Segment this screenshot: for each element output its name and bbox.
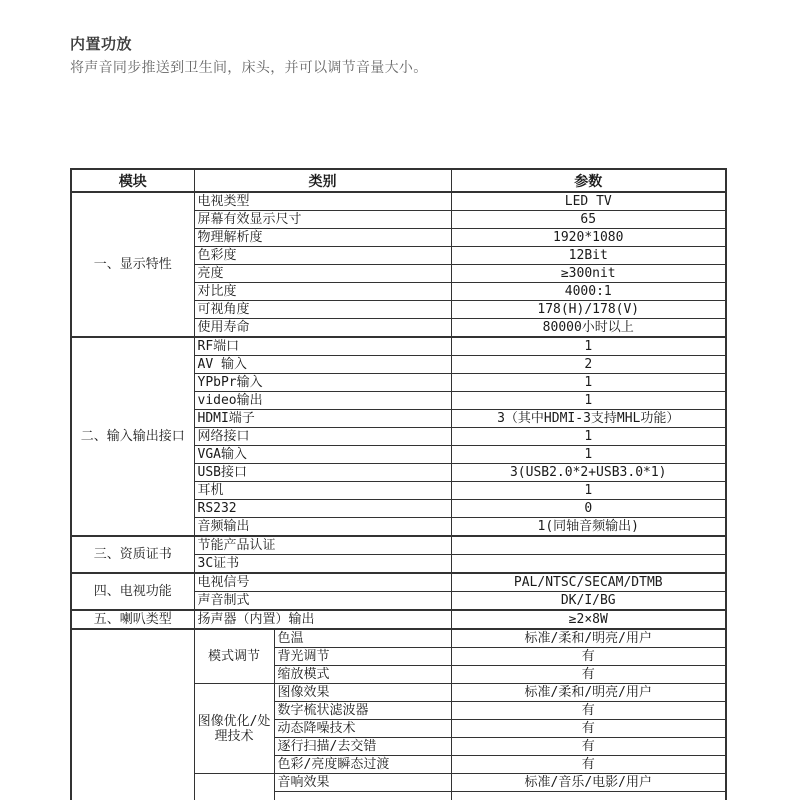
param-cell: 178(H)/178(V) (451, 301, 726, 319)
param-cell: 0 (451, 500, 726, 518)
param-cell: 4000:1 (451, 283, 726, 301)
module-cell: 一、显示特性 (71, 192, 194, 337)
category-cell: 缩放模式 (274, 666, 451, 684)
subcategory-cell (194, 774, 274, 800)
param-cell: 1 (451, 392, 726, 410)
category-cell (274, 792, 451, 800)
category-cell: 动态降噪技术 (274, 720, 451, 738)
table-row (71, 536, 726, 555)
category-cell: 物理解析度 (194, 229, 451, 247)
category-cell: 声音制式 (194, 592, 451, 611)
category-cell: 3C证书 (194, 555, 451, 574)
category-cell: VGA输入 (194, 446, 451, 464)
category-cell: 使用寿命 (194, 319, 451, 338)
category-cell: 数字梳状滤波器 (274, 702, 451, 720)
page-description: 将声音同步推送到卫生间，床头，并可以调节音量大小。 (70, 59, 428, 75)
param-cell: 1 (451, 446, 726, 464)
category-cell: YPbPr输入 (194, 374, 451, 392)
spec-table (70, 168, 727, 800)
module-cell: 二、输入输出接口 (71, 337, 194, 536)
module-cell: 四、电视功能 (71, 573, 194, 610)
param-cell: 12Bit (451, 247, 726, 265)
category-cell: video输出 (194, 392, 451, 410)
module-cell (71, 629, 194, 800)
category-cell: 音响效果 (274, 774, 451, 792)
param-cell (451, 536, 726, 555)
module-cell: 五、喇叭类型 (71, 610, 194, 629)
category-cell: 耳机 (194, 482, 451, 500)
table-row (71, 610, 726, 629)
page-heading: 内置功放 (70, 36, 133, 53)
category-cell: 对比度 (194, 283, 451, 301)
category-cell: 节能产品认证 (194, 536, 451, 555)
header-row (71, 169, 726, 192)
param-cell: ≥300nit (451, 265, 726, 283)
param-cell: 3（其中HDMI-3支持MHL功能） (451, 410, 726, 428)
param-cell: 有 (451, 666, 726, 684)
category-cell: HDMI端子 (194, 410, 451, 428)
category-cell: 色彩度 (194, 247, 451, 265)
param-cell: 标准/柔和/明亮/用户 (451, 629, 726, 648)
category-cell: 屏幕有效显示尺寸 (194, 211, 451, 229)
param-cell: 有 (451, 702, 726, 720)
module-cell: 三、资质证书 (71, 536, 194, 573)
category-cell: 逐行扫描/去交错 (274, 738, 451, 756)
param-cell (451, 555, 726, 574)
category-cell: 图像效果 (274, 684, 451, 702)
table-row (71, 337, 726, 356)
param-cell: 2 (451, 356, 726, 374)
category-cell: RS232 (194, 500, 451, 518)
param-cell: 1 (451, 374, 726, 392)
category-cell: 电视信号 (194, 573, 451, 592)
category-cell: 音频输出 (194, 518, 451, 537)
param-cell: 有 (451, 648, 726, 666)
param-cell: ≥2×8W (451, 610, 726, 629)
table-row (71, 629, 726, 648)
category-cell: 电视类型 (194, 192, 451, 211)
param-cell: 有 (451, 720, 726, 738)
col-header-module: 模块 (71, 169, 194, 192)
category-cell: 色彩/亮度瞬态过渡 (274, 756, 451, 774)
param-cell: 标准/音乐/电影/用户 (451, 774, 726, 792)
param-cell: PAL/NTSC/SECAM/DTMB (451, 573, 726, 592)
param-cell: 3(USB2.0*2+USB3.0*1) (451, 464, 726, 482)
subcategory-cell: 模式调节 (194, 629, 274, 684)
param-cell: 80000小时以上 (451, 319, 726, 338)
category-cell: 色温 (274, 629, 451, 648)
category-cell: 背光调节 (274, 648, 451, 666)
category-cell: AV 输入 (194, 356, 451, 374)
param-cell: 有 (451, 738, 726, 756)
param-cell: 标准/柔和/明亮/用户 (451, 684, 726, 702)
param-cell: 1 (451, 482, 726, 500)
category-cell: USB接口 (194, 464, 451, 482)
subcategory-cell: 图像优化/处理技术 (194, 684, 274, 774)
category-cell: 网络接口 (194, 428, 451, 446)
param-cell: 1920*1080 (451, 229, 726, 247)
category-cell: 可视角度 (194, 301, 451, 319)
param-cell: LED TV (451, 192, 726, 211)
param-cell: 1 (451, 337, 726, 356)
table-row (71, 192, 726, 211)
table-row (71, 573, 726, 592)
category-cell: RF端口 (194, 337, 451, 356)
col-header-category: 类别 (194, 169, 451, 192)
param-cell (451, 792, 726, 800)
spec-table-body (71, 192, 726, 800)
param-cell: DK/I/BG (451, 592, 726, 611)
col-header-param: 参数 (451, 169, 726, 192)
spec-table-header (71, 169, 726, 192)
category-cell: 亮度 (194, 265, 451, 283)
param-cell: 1(同轴音频输出) (451, 518, 726, 537)
param-cell: 1 (451, 428, 726, 446)
param-cell: 65 (451, 211, 726, 229)
param-cell: 有 (451, 756, 726, 774)
category-cell: 扬声器（内置）输出 (194, 610, 451, 629)
